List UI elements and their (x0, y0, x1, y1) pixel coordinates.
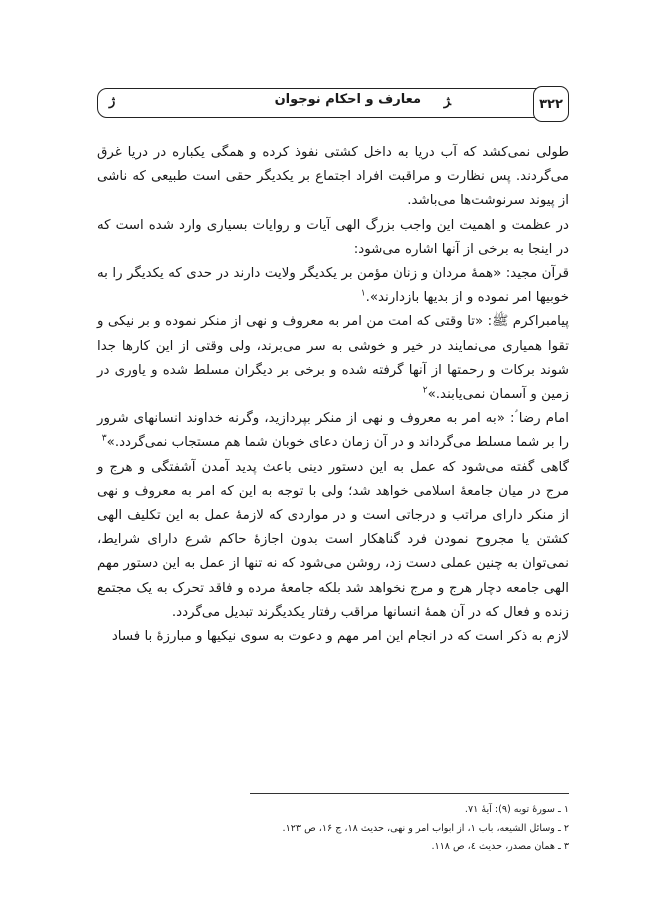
paragraph-text: پیامبراکرم ﷺ: «تا وقتی که امت من امر به معروف و نهی از منکر نموده و بر نیکی و تقوا همیاری می‌نمایند در خیر و خوشی به سر می‌برند، ولی وقتی از این کارها جدا شوند برکات و رحمتها از آنها گرفته شده و برخی بر دیگران مسلط شده و یاوری در زمین و آسمان نمی‌یابند.» (97, 314, 569, 403)
footnote-divider (250, 793, 569, 794)
paragraph (97, 214, 569, 262)
footnote: ۳ ـ همان مصدر، حدیث ٤، ص ۱۱۸. (431, 841, 569, 852)
paragraph (97, 625, 569, 649)
paragraph (97, 310, 569, 407)
paragraph-text: در عظمت و اهمیت این واجب بزرگ الهی آیات و روایات بسیاری وارد شده است که در اینجا به برخی از آنها اشاره می‌شود: (97, 217, 569, 257)
paragraph (97, 141, 569, 214)
paragraph-text: لازم به ذکر است که در انجام این امر مهم و دعوت به سوی نیکیها و مبارزهٔ با فساد (111, 629, 569, 645)
paragraph (97, 456, 569, 625)
header-ornament-left: ﮊ (109, 94, 116, 109)
paragraph-text: طولی نمی‌کشد که آب دریا به داخل کشتی نفوذ کرده و همگی یکباره در دریا غرق می‌گردند. پس نظارت و مراقبت افراد اجتماع بر یکدیگر حقی است طبیعی که ناشی از پیوند سرنوشت‌ها می‌باشد. (97, 145, 569, 209)
body-text (97, 141, 569, 649)
paragraph-text: قرآن مجید: «همهٔ مردان و زنان مؤمن بر یکدیگر ولایت دارند در حدی که یکدیگر را به خوبیها امر نموده و از بدیها بازدارند». (97, 266, 569, 306)
page-number: ۳۲۲ (533, 86, 569, 122)
paragraph-text: گاهی گفته می‌شود که عمل به این دستور دینی باعث پدید آمدن آشفتگی و هرج و مرج در میان جامعهٔ اسلامی خواهد شد؛ ولی با توجه به این که امر به معروف و نهی از منکر دارای مراتب و درجاتی است و در مواردی که لازمهٔ عمل به این تکلیف الهی کشتن یا مجروح نمودن فرد گناهکار است بدون اجازهٔ حاکم شرع دارای شرایط، نمی‌توان به چنین عملی دست زد، روشن می‌شود که نه تنها از عمل به این دستور مهم الهی جامعه دچار هرج و مرج نخواهد شد بلکه جامعهٔ مرده و فاقد تحرک به یک مجتمع زنده و فعال که در آن همهٔ انسانها مراقب رفتار یکدیگرند تبدیل می‌گردد. (97, 459, 569, 620)
footnotes (97, 801, 569, 857)
page-header (97, 88, 569, 118)
footnote: ۲ ـ وسائل الشیعه، باب ۱، از ابواب امر و نهی، حدیث ۱۸، ج ۱۶، ص ۱۲۳. (282, 822, 569, 834)
paragraph (97, 262, 569, 310)
paragraph-text: امام رضا ؑ: «به امر به معروف و نهی از منکر بپردازید، وگرنه خداوند انسانهای شرور را بر شما مسلط می‌گرداند و در آن زمان دعای خوبان شما هم مستجاب نمی‌گردد.» (97, 411, 569, 451)
footnote-ref: ۲ (422, 385, 428, 396)
footnote: ۱ ـ سورهٔ توبه (۹): آیهٔ ۷۱. (464, 804, 569, 815)
footnote-ref: ۳ (101, 433, 107, 444)
book-title: معارف و احکام نوجوان (274, 92, 421, 107)
paragraph (97, 407, 569, 455)
footnote-ref: ۱ (360, 288, 366, 299)
header-ornament-right: ﮋ (443, 94, 451, 109)
